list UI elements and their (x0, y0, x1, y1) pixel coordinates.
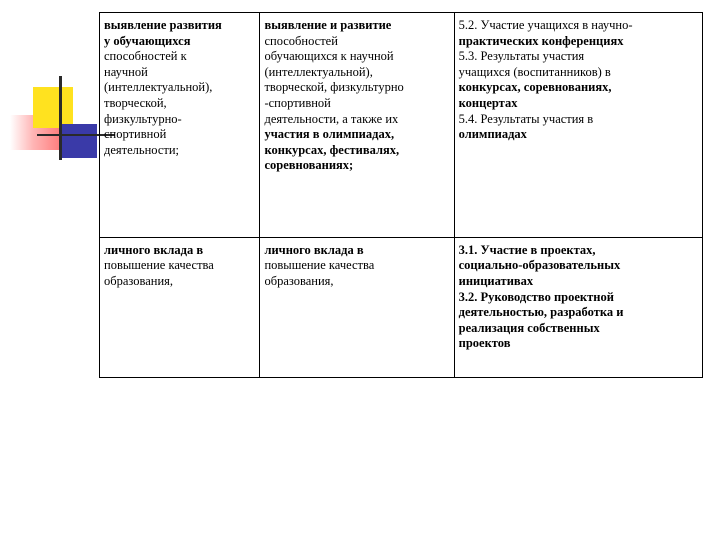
cell-text-line: 5.4. Результаты участия в (458, 111, 594, 126)
cell-text-line: социально-образовательных (458, 258, 621, 273)
cell-text-line: физкультурно- (104, 111, 182, 126)
cell-text-line: 3.1. Участие в проектах, (458, 242, 596, 257)
cell-text-line: (интеллектуальной), (104, 80, 213, 95)
cell-text-line: выявление и развитие (264, 18, 392, 32)
cell-text-line: 5.3. Результаты участия (458, 49, 585, 64)
cell-text-line: 5.2. Участие учащихся в научно- (458, 18, 633, 32)
cell-text-line: концертах (458, 95, 518, 110)
table-cell (454, 13, 702, 238)
cell-text-line: участия в олимпиадах, (264, 127, 395, 142)
cell-text-line: спортивной (104, 127, 167, 142)
table-cell (454, 237, 702, 377)
cell-text-line: научной (104, 64, 148, 79)
decorative-blue-square (62, 124, 97, 158)
cell-text-line: учащихся (воспитанников) в (458, 64, 611, 79)
table-row (100, 237, 703, 377)
cell-text-line: деятельности, а также их (264, 111, 399, 126)
cell-text-line: выявление развития (104, 18, 222, 32)
cell-text-line: проектов (458, 336, 511, 351)
cell-text-line: способностей (264, 33, 338, 48)
criteria-table (99, 12, 703, 378)
cell-text-line: образования, (104, 274, 174, 289)
cell-text-line: повышение качества (264, 258, 375, 273)
cell-text-line: конкурсах, фестивалях, (264, 142, 400, 157)
cell-text-line: (интеллектуальной), (264, 64, 373, 79)
table-cell (260, 237, 454, 377)
cell-text-line: личного вклада в (264, 242, 364, 257)
cell-text-line: у обучающихся (104, 33, 191, 48)
cell-text-line: обучающихся к научной (264, 49, 394, 64)
table-cell (100, 237, 260, 377)
decorative-yellow-square (33, 87, 73, 128)
cell-text-line: реализация собственных (458, 320, 600, 335)
cell-text-line: деятельности; (104, 142, 180, 157)
cell-text-line: -спортивной (264, 95, 331, 110)
decorative-vertical-line (59, 76, 62, 160)
cell-text-line: инициативах (458, 274, 534, 289)
cell-text-line: практических конференциях (458, 33, 624, 48)
cell-text-line: личного вклада в (104, 242, 204, 257)
cell-text-line: конкурсах, соревнованиях, (458, 80, 612, 95)
table-row (100, 13, 703, 238)
cell-text-line: 3.2. Руководство проектной (458, 289, 614, 304)
cell-text-line: олимпиадах (458, 127, 527, 142)
cell-text-line: способностей к (104, 49, 187, 64)
cell-text-line: деятельностью, разработка и (458, 305, 624, 320)
cell-text-line: повышение качества (104, 258, 214, 273)
cell-text-line: творческой, (104, 95, 167, 110)
cell-text-line: образования, (264, 274, 334, 289)
table-cell (260, 13, 454, 238)
cell-text-line: соревнованиях; (264, 158, 354, 173)
cell-text-line: творческой, физкультурно (264, 80, 404, 95)
table-cell (100, 13, 260, 238)
